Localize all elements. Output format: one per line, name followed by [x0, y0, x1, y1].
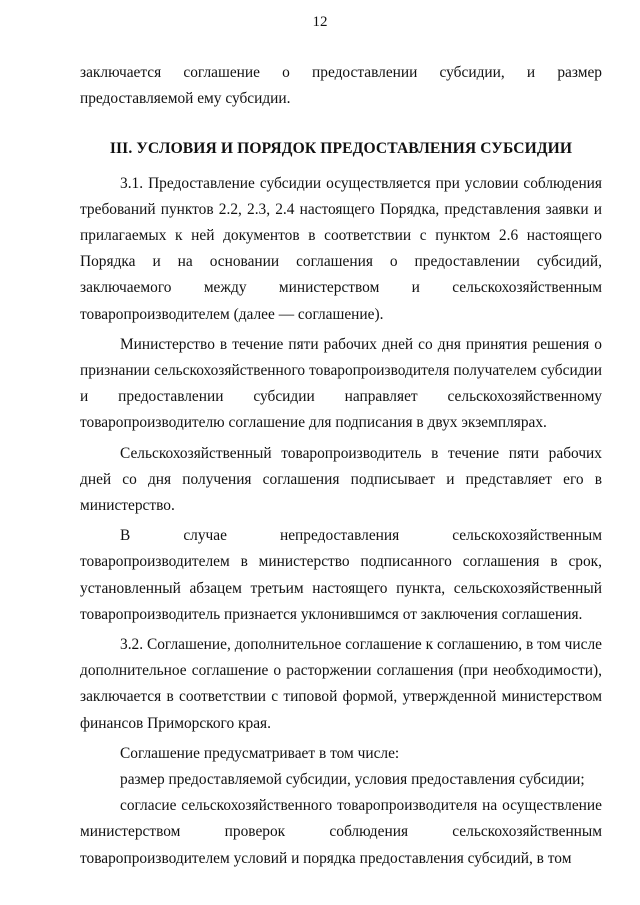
intro-line-1: заключается соглашение о предоставлении субсидии, и размер [80, 64, 602, 81]
paragraph-3-2: 3.2. Соглашение, дополнительное соглашение к соглашению, в том числе дополнительное соглашение о расторжении соглашения (при необходимости), заключается в соответствии с типовой формой, утвержденной министерством финансов Приморского края. [80, 636, 602, 732]
intro-line-2: предоставляемой ему субсидии. [80, 90, 291, 108]
paragraph-consent: согласие сельскохозяйственного товаропроизводителя на осуществление министерством проверок соблюдения сельскохозяйственным товаропроизводителем условий и порядка предоставления субсидий, в том [80, 797, 602, 867]
section-title: III. УСЛОВИЯ И ПОРЯДОК ПРЕДОСТАВЛЕНИЯ СУБСИДИИ [109, 140, 573, 158]
page-number: 12 [312, 14, 328, 30]
paragraph-subsidy-size: размер предоставляемой субсидии, условия предоставления субсидии; [120, 771, 585, 789]
paragraph-3-1: 3.1. Предоставление субсидии осуществляется при условии соблюдения требований пунктов 2.2, 2.3, 2.4 настоящего Порядка, представления заявки и прилагаемых к ней документов в соответствии с пунктом 2.6 настоящего Порядка и на основании соглашения о предоставлении субсидий, заключаемого между министерством и сельскохозяйственным товаропроизводителем (далее — соглашение). [80, 174, 602, 323]
paragraph-non-submission: В случае непредоставления сельскохозяйственным товаропроизводителем в министерство подписанного соглашения в срок, установленный абзацем третьим настоящего пункта, сельскохозяйственный товаропроизводитель признается уклонившимся от заключения соглашения. [80, 527, 602, 623]
paragraph-ministry-decision: Министерство в течение пяти рабочих дней со дня принятия решения о признании сельскохозяйственного товаропроизводителя получателем субсидии и предоставлении субсидии направляет сельскохозяйственному товаропроизводителю соглашение для подписания в двух экземплярах. [80, 335, 602, 432]
paragraph-agreement-provides: Соглашение предусматривает в том числе: [120, 744, 400, 762]
document-body [80, 60, 602, 872]
paragraph-producer-signs: Сельскохозяйственный товаропроизводитель в течение пяти рабочих дней со дня получения соглашения подписывает и представляет его в министерство. [80, 444, 602, 515]
